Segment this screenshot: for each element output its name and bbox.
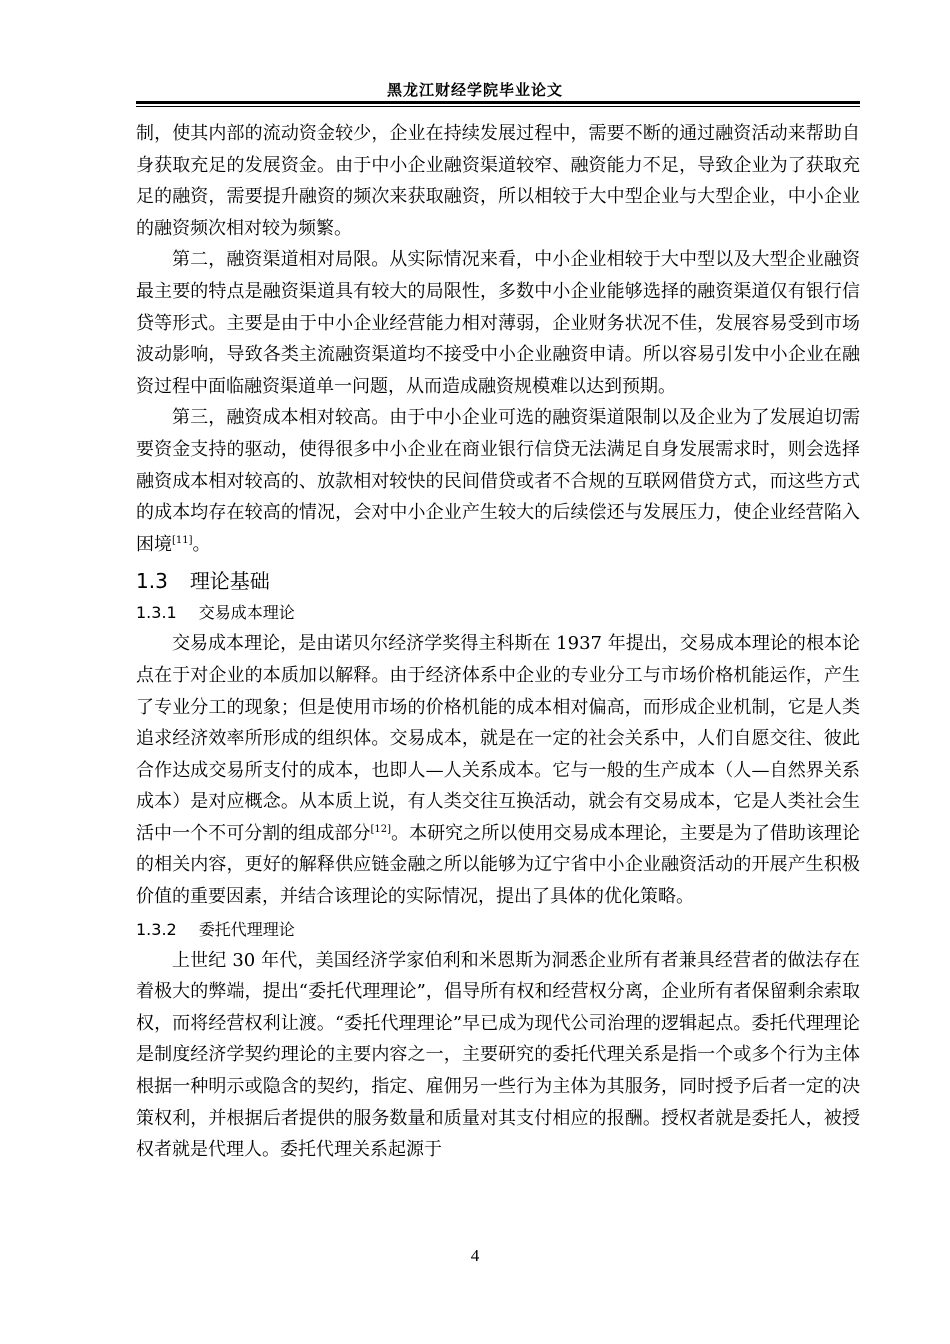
paragraph-financing-channels: 第二，融资渠道相对局限。从实际情况来看，中小企业相较于大中型以及大型企业融资最主要的特点是融资渠道具有较大的局限性，多数中小企业能够选择的融资渠道仅有银行信贷等形式。主要是由于中小企业经营能力相对薄弱，企业财务状况不佳，发展容易受到市场波动影响，导致各类主流融资渠道均不接受中小企业融资申请。所以容易引发中小企业在融资过程中面临融资渠道单一问题，从而造成融资规模难以达到预期。 — [136, 249, 860, 397]
header-rule-thin — [136, 106, 860, 107]
header-rule-thick — [136, 101, 860, 104]
citation-12: [12] — [370, 823, 392, 835]
subsection-title: 交易成本理论 — [198, 603, 295, 623]
running-header-title: 黑龙江财经学院毕业论文 — [386, 81, 563, 99]
page-body — [136, 118, 860, 1166]
section-heading-1-3 — [136, 566, 860, 596]
page-number: 4 — [470, 1246, 480, 1265]
paragraph-text-end: 。本研究之所以使用交易成本理论，主要是为了借助该理论的相关内容，更好的解释供应链金融之所以能够为辽宁省中小企业融资活动的开展产生积极价值的重要因素，并结合该理论的实际情况，提出了具体的优化策略。 — [136, 822, 861, 908]
citation-11: [11] — [172, 534, 193, 546]
paragraph-continued: 制，使其内部的流动资金较少，企业在持续发展过程中，需要不断的通过融资活动来帮助自身获取充足的发展资金。由于中小企业融资渠道较窄、融资能力不足，导致企业为了获取充足的融资，需要提升融资的频次来获取融资，所以相较于大中型企业与大型企业，中小企业的融资频次相对较为频繁。 — [136, 123, 860, 239]
paragraph-text: 交易成本理论，是由诺贝尔经济学奖得主科斯在 1937 年提出，交易成本理论的根本论点在于对企业的本质加以解释。由于经济体系中企业的专业分工与市场价格机能运作，产生了专业分工的现象；但是使用市场的价格机能的成本相对偏高，而形成企业机制，它是人类追求经济效率所形成的组织体。交易成本，就是在一定的社会关系中，人们自愿交往、彼此合作达成交易所支付的成本，也即人—人关系成本。它与一般的生产成本（人—自然界关系成本）是对应概念。从本质上说，有人类交往互换活动，就会有交易成本，它是人类社会生活中一个不可分割的组成部分 — [136, 633, 860, 844]
subsection-number: 1.3.1 — [136, 603, 177, 623]
paragraph-principal-agent: 上世纪 30 年代，美国经济学家伯利和米恩斯为洞悉企业所有者兼具经营者的做法存在着极大的弊端，提出“委托代理理论”，倡导所有权和经营权分离，企业所有者保留剩余索取权，而将经营权利让渡。“委托代理理论”早已成为现代公司治理的逻辑起点。委托代理理论是制度经济学契约理论的主要内容之一，主要研究的委托代理关系是指一个或多个行为主体根据一种明示或隐含的契约，指定、雇佣另一些行为主体为其服务，同时授予后者一定的决策权利，并根据后者提供的服务数量和质量对其支付相应的报酬。授权者就是委托人，被授权者就是代理人。委托代理关系起源于 — [136, 949, 860, 1161]
subsection-heading-1-3-1 — [136, 598, 860, 628]
section-title: 理论基础 — [189, 569, 270, 594]
paragraph-text-end: 。 — [192, 533, 211, 555]
paragraph-text: 第三，融资成本相对较高。由于中小企业可选的融资渠道限制以及企业为了发展迫切需要资金支持的驱动，使得很多中小企业在商业银行信贷无法满足自身发展需求时，则会选择融资成本相对较高的、放款相对较快的民间借贷或者不合规的互联网借贷方式，而这些方式的成本均存在较高的情况，会对中小企业产生较大的后续偿还与发展压力，使企业经营陷入困境 — [136, 407, 860, 555]
subsection-title: 委托代理理论 — [198, 919, 295, 939]
paragraph-financing-cost — [136, 402, 860, 560]
section-number: 1.3 — [136, 569, 168, 594]
paragraph-transaction-cost — [136, 628, 860, 912]
subsection-number: 1.3.2 — [136, 919, 177, 939]
subsection-heading-1-3-2 — [136, 915, 860, 945]
